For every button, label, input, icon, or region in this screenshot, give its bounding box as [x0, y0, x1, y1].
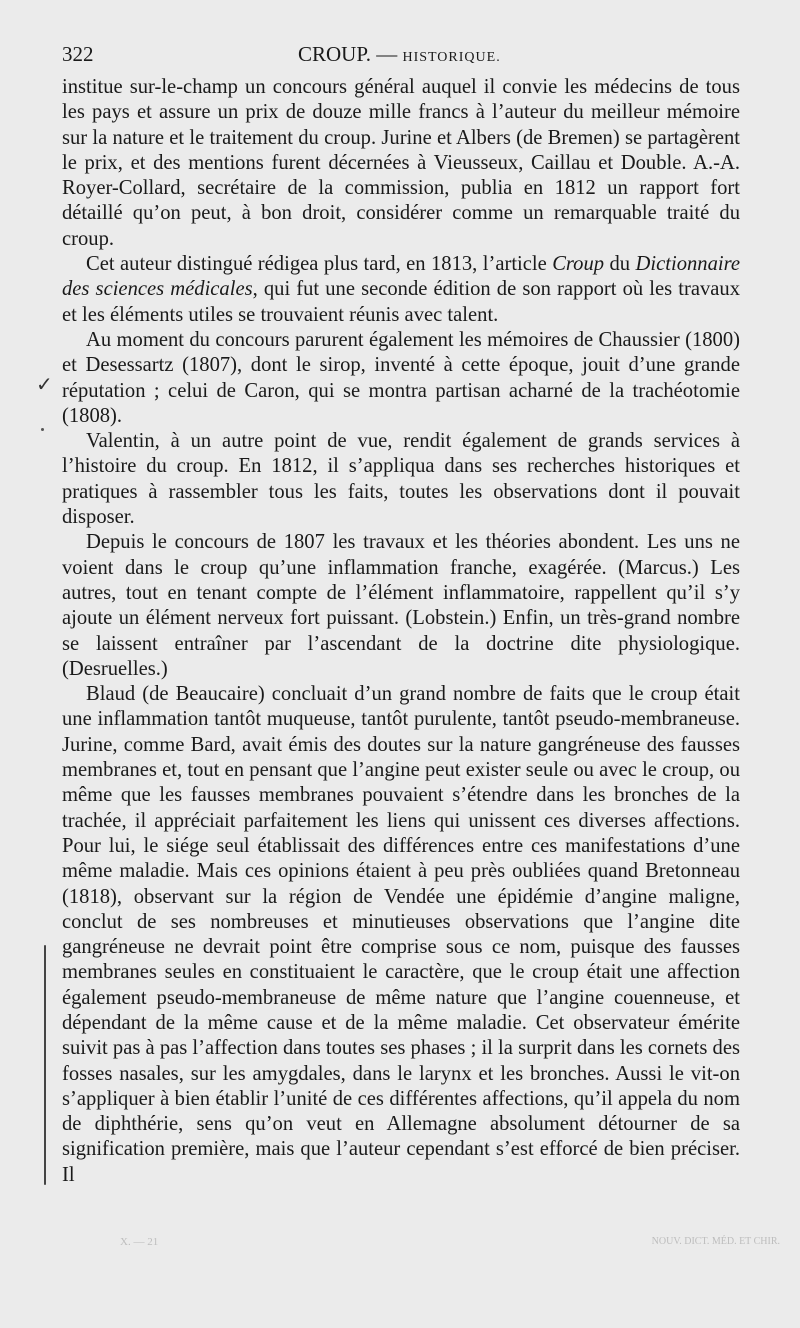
paragraph-2 [62, 252, 740, 328]
imprint-mark: NOUV. DICT. MÉD. ET CHIR. [651, 1236, 780, 1247]
margin-checkmark: ✓ [36, 374, 53, 396]
title-dash: — [370, 42, 403, 66]
paragraph-3: Au moment du concours parurent également les mémoires de Chaussier (1800) et Desessartz (1807), dont le sirop, inventé à cette époque, jouit d’une grande réputation ; celui de Caron, qui se montra partisan acharné de la trachéotomie (1808). [62, 328, 740, 427]
body-text [62, 75, 740, 1188]
article-title: Croup [552, 253, 605, 276]
paragraph-2-before: Cet auteur distingué rédigea plus tard, en 1813, l’article [86, 253, 553, 276]
paragraph-6: Blaud (de Beaucaire) concluait d’un grand nombre de faits que le croup était une inflammation tantôt muqueuse, tantôt purulente, tantôt pseudo-membraneuse. Jurine, comme Bard, avait émis des doutes sur la nature gangréneuse des fausses membranes et, tout en pensant que l’angine peut exister seule ou avec le croup, ou même que les fausses membranes pouvaient s’étendre dans les bronches de la trachée, il appréciait parfaitement les liens qui unissent ces diverses affections. Pour lui, le siége seul établissait des différences entre ces manifestations d’une même maladie. Mais ces opinions étaient à peu près oubliées quand Bretonneau (1818), observant sur la région de Vendée une épidémie d’angine maligne, conclut de ses nombreuses et minutieuses observations que l’angine dite gangréneuse ne devrait point être comprise sous ce nom, puisque des fausses membranes seules en constituaient le caractère, que le croup était une affection également pseudo-membraneuse de même nature que l’angine couenneuse, et dépendant de la même cause et de la même maladie. Cet observateur émérite suivit pas à pas l’affection dans toutes ses phases ; il la surprit dans les cornets des fosses nasales, sur les amygdales, dans le larynx et les bronches. Aussi le vit-on s’appliquer à bien établir l’unité de ces différentes affections, qu’il appela du nom de diphthérie, sens qu’on veut en Allemagne absolument détourner de sa signification première, mais que l’auteur cependant s’est efforcé de bien préciser. Il [62, 683, 740, 1186]
paragraph-2-middle: du [604, 253, 636, 276]
margin-pencil-line [44, 945, 46, 1185]
running-header [62, 42, 740, 72]
signature-mark: X. — 21 [120, 1236, 159, 1248]
paragraph-4: Valentin, à un autre point de vue, rendit également de grands services à l’histoire du croup. En 1812, il s’appliqua dans ses recherches historiques et pratiques à rassembler tous les faits, toutes les observations dont il pouvait disposer. [62, 430, 740, 529]
footer-signature [120, 1236, 780, 1252]
running-title [298, 42, 501, 67]
page-number: 322 [62, 42, 94, 66]
margin-dot [41, 428, 44, 431]
title-main: CROUP. [298, 42, 371, 66]
title-subtitle: HISTORIQUE. [402, 50, 501, 65]
paragraph-5: Depuis le concours de 1807 les travaux et les théories abondent. Les uns ne voient dans le croup qu’une inflammation franche, exagérée. (Marcus.) Les autres, tout en tenant compte de l’élément inflammatoire, rappellent qu’il s’y ajoute un élément nerveux fort puissant. (Lobstein.) Enfin, un très-grand nombre se laissent entraîner par l’ascendant de la doctrine dite physiologique. (Desruelles.) [62, 531, 740, 680]
paragraph-2-after: , qui fut une seconde édition de son rapport où les travaux et les éléments utiles se trouvaient réunis avec talent. [62, 278, 741, 326]
dictionary-title: Dictionnaire des sciences médicales [62, 253, 740, 301]
paragraph-1: institue sur-le-champ un concours général auquel il convie les médecins de tous les pays et assure un prix de douze mille francs à l’auteur du meilleur mémoire sur la nature et le traitement du croup. Jurine et Albers (de Bremen) se partagèrent le prix, et des mentions furent décernées à Vieusseux, Caillau et Double. A.-A. Royer-Collard, secrétaire de la commission, publia en 1812 un rapport fort détaillé qu’on peut, à bon droit, considérer comme un remarquable traité du croup. [62, 76, 740, 250]
